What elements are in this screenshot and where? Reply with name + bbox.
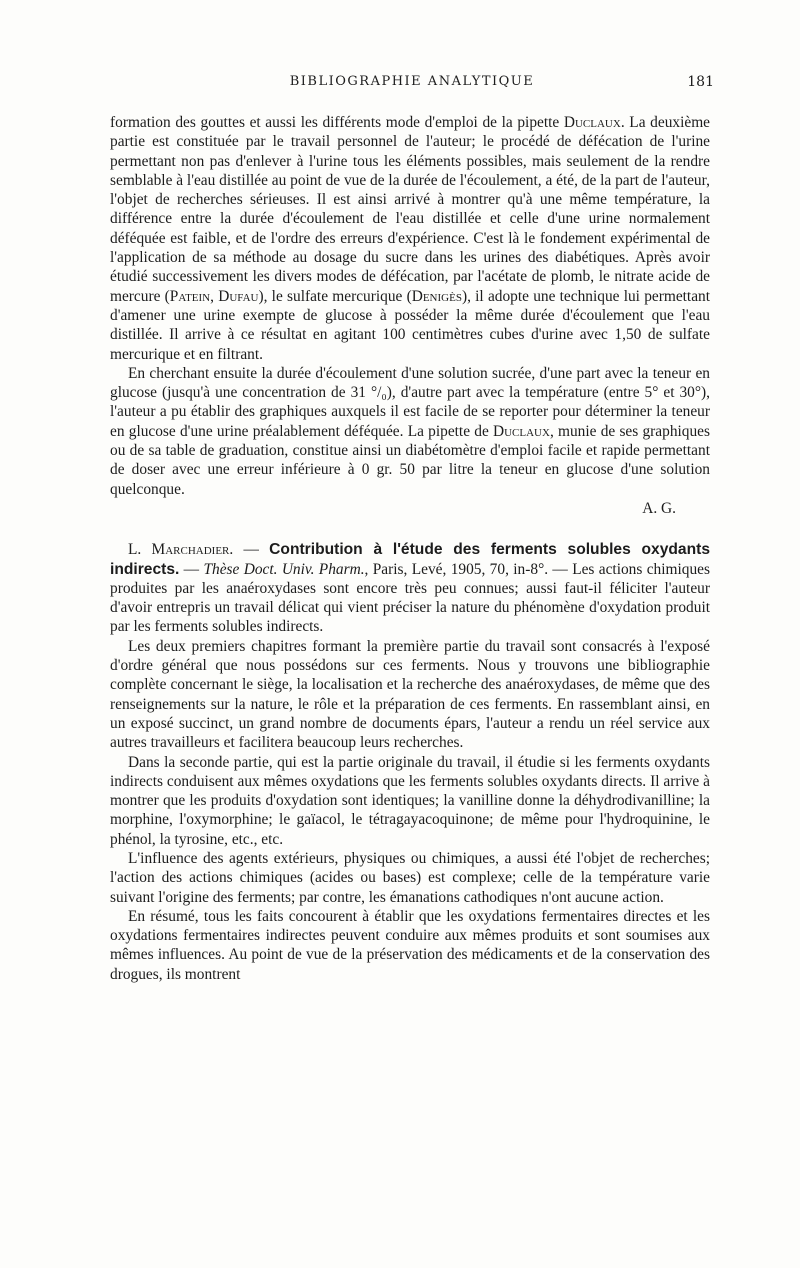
text-run: , munie de ses graphiques ou de sa table de graduation, constitue ainsi un diabétomètre d'emploi facile et rapide permettant de doser avec une erreur inférieure à 0 gr. 50 par litre la teneur en glucose d'une solution quelconque. xyxy=(110,422,711,498)
review-signature: A. G. xyxy=(642,499,676,517)
publication-details: , Paris, Levé, 1905, 70, in-8°. — xyxy=(364,560,573,578)
text-run: ), il adopte une technique lui permettant d'amener une urine exempte de glucose à posséder la même durée d'écoulement que l'eau distillée. Il arrive à ce résultat en agitant 100 centimètres cubes d'urine avec 1,50 de sulfate mercurique et en filtrant. xyxy=(110,287,711,363)
running-head-title: BIBLIOGRAPHIE ANALYTIQUE xyxy=(289,74,535,89)
dash: — xyxy=(179,560,204,578)
text-run: ), le sulfate mercurique ( xyxy=(258,287,412,305)
text-run: , xyxy=(210,287,219,305)
paragraph xyxy=(110,113,710,364)
paragraph: Les deux premiers chapitres formant la première partie du travail sont consacrés à l'exposé d'ordre général que nous possédons sur ces ferments. Nous y trouvons une bibliographie complète concernant le siège, la localisation et la recherche des anaéroxydases, de même que des renseignements sur la nature, le rôle et la préparation de ces ferments. En rassemblant ainsi, en un exposé succinct, un grand nombre de documents épars, l'auteur a rendu un réel service aux autres travailleurs et facilitera beaucoup leurs recherches. xyxy=(110,637,710,752)
text-run: . La deuxième partie est constituée par le travail personnel de l'auteur; le procédé de défécation de l'urine permettant non pas d'enlever à l'urine tous les éléments possibles, mais seulement de la rendre semblable à l'eau distillée au point de vue de la durée de l'écoulement, a été, de la part de l'auteur, l'objet de recherches sérieuses. Il est ainsi arrivé à montrer qu'à une même température, la différence entre la durée d'écoulement de l'eau distillée et celle d'une urine normalement déféquée est faible, et de l'ordre des erreurs d'expérience. C'est là le fondement expérimental de l'application de sa méthode au dosage du sucre dans les urines des diabétiques. Après avoir étudié successivement les divers modes de défécation, par l'acétate de plomb, le nitrate acide de mercure ( xyxy=(110,114,711,305)
author-name-patein: Patein xyxy=(169,287,211,305)
reviewed-work-title: Contribution à l'étude des ferments solubles oxydants indirects. xyxy=(110,541,710,578)
author-name-duclaux: Duclaux xyxy=(563,114,621,131)
body-text xyxy=(110,113,710,984)
text-run: formation des gouttes et aussi les différents mode d'emploi de la pipette xyxy=(110,114,564,131)
dash: — xyxy=(233,541,270,559)
author-name-dufau: Dufau xyxy=(218,287,259,305)
author-name-duclaux: Duclaux xyxy=(493,422,550,440)
paragraph xyxy=(110,364,710,499)
reviewed-author: L. Marchadier. xyxy=(128,541,234,559)
paragraph: En résumé, tous les faits concourent à établir que les oxydations fermentaires directes et les oxydations fermentaires indirectes peuvent conduire aux mêmes produits et sont soumises aux mêmes influences. Au point de vue de la préservation des médicaments et de la conservation des drogues, ils montrent xyxy=(110,907,710,983)
text-run: Les actions chimiques produites par les anaéroxydases sont encore très peu connues; aussi faut-il féliciter l'auteur d'avoir entrepris un travail délicat qui vient préciser la nature du phénomène d'oxydation produit par les ferments solubles indirects. xyxy=(110,560,710,636)
page-number: 181 xyxy=(687,74,714,90)
review-heading-paragraph xyxy=(110,540,710,636)
paragraph: Dans la seconde partie, qui est la partie originale du travail, il étudie si les ferments oxydants indirects conduisent aux mêmes oxydations que les ferments solubles oxydants directs. Il arrive à montrer que les produits d'oxydation sont identiques; la vanilline donne la déhydrodivanilline; la morphine, l'oxymorphine; le gaïacol, le tétragayacoquinone; de même pour l'hydroquinine, le phénol, la tyrosine, etc., etc. xyxy=(110,753,710,848)
publication-source: Thèse Doct. Univ. Pharm. xyxy=(203,560,365,578)
paragraph: L'influence des agents extérieurs, physiques ou chimiques, a aussi été l'objet de recherches; l'action des actions chimiques (acides ou bases) est complexe; celle de la température varie suivant l'origine des ferments; par contre, les émanations cathodiques n'ont aucune action. xyxy=(110,849,710,906)
author-name-deniges: Denigès xyxy=(411,287,462,305)
running-head xyxy=(110,74,714,96)
text-run: En cherchant ensuite la durée d'écoulement d'une solution sucrée, d'une part avec la teneur en glucose (jusqu'à une concentration de 31 °/₀), d'autre part avec la température (entre 5° et 30°), l'auteur a pu établir des graphiques auxquels il est facile de se reporter pour déterminer la teneur en glucose d'une urine préalablement déféquée. La pipette de xyxy=(110,364,710,440)
